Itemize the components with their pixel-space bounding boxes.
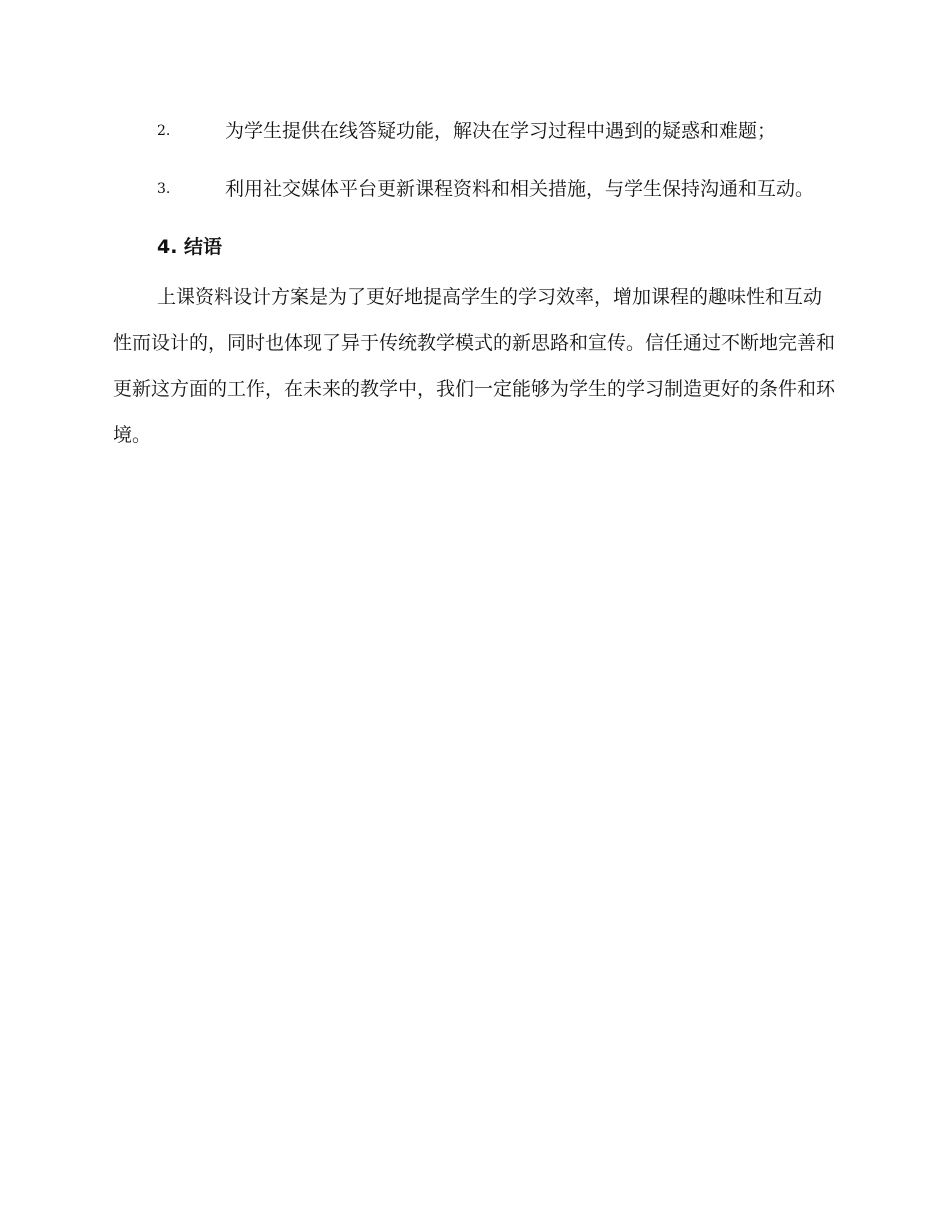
list-item-text: 利用社交媒体平台更新课程资料和相关措施，与学生保持沟通和互动。 [225, 178, 815, 200]
section-heading: 4. 结语 [157, 236, 223, 258]
list-item-number: 3. [157, 181, 171, 197]
conclusion-paragraph: 上课资料设计方案是为了更好地提高学生的学习效率，增加课程的趣味性和互动性而设计的，同时也体现了异于传统教学模式的新思路和宣传。信任通过不断地完善和更新这方面的工作，在未来的教学中，我们一定能够为学生的学习制造更好的条件和环境。 [113, 286, 836, 446]
list-item [113, 108, 835, 154]
list-item-number: 2. [157, 123, 171, 139]
list-item-text: 为学生提供在线答疑功能，解决在学习过程中遇到的疑惑和难题； [225, 120, 777, 142]
list-item [113, 166, 835, 212]
document-body [113, 108, 835, 458]
